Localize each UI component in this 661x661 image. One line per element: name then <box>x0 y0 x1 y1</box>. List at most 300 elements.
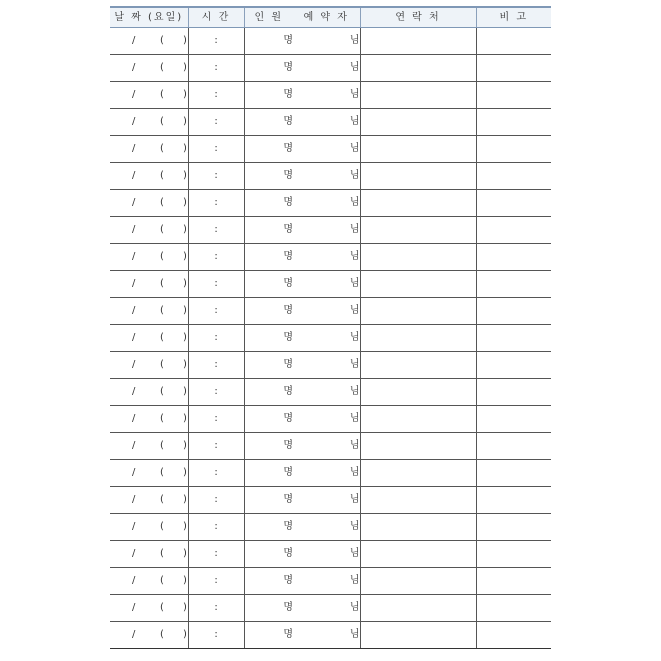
name-cell[interactable] <box>293 514 360 541</box>
contact-cell[interactable] <box>360 406 476 433</box>
table-row <box>110 55 551 82</box>
name-suffix: 님 <box>349 467 360 478</box>
name-suffix: 님 <box>349 305 360 316</box>
name-cell[interactable] <box>293 541 360 568</box>
time-separator: : <box>214 197 218 208</box>
name-suffix: 님 <box>349 548 360 559</box>
weekday-close-paren: ) <box>183 278 187 289</box>
name-cell[interactable] <box>293 298 360 325</box>
time-separator: : <box>214 575 218 586</box>
name-cell[interactable] <box>293 109 360 136</box>
people-cell[interactable] <box>244 298 293 325</box>
note-cell[interactable] <box>476 28 551 55</box>
time-cell[interactable] <box>188 595 244 622</box>
date-cell[interactable] <box>110 271 188 298</box>
name-cell[interactable] <box>293 622 360 649</box>
people-cell[interactable] <box>244 271 293 298</box>
header-people: 인 원 <box>244 7 293 28</box>
weekday-open-paren: ( <box>160 62 164 73</box>
weekday-close-paren: ) <box>183 305 187 316</box>
time-separator: : <box>214 35 218 46</box>
date-slash: / <box>132 62 136 73</box>
people-cell[interactable] <box>244 109 293 136</box>
date-cell[interactable] <box>110 136 188 163</box>
weekday-close-paren: ) <box>183 359 187 370</box>
weekday-open-paren: ( <box>160 278 164 289</box>
weekday-close-paren: ) <box>183 413 187 424</box>
contact-cell[interactable] <box>360 163 476 190</box>
weekday-open-paren: ( <box>160 440 164 451</box>
reservation-sheet <box>110 6 551 649</box>
time-cell[interactable] <box>188 136 244 163</box>
contact-cell[interactable] <box>360 298 476 325</box>
people-cell[interactable] <box>244 217 293 244</box>
weekday-open-paren: ( <box>160 170 164 181</box>
table-row <box>110 244 551 271</box>
time-separator: : <box>214 116 218 127</box>
table-row <box>110 379 551 406</box>
name-suffix: 님 <box>349 116 360 127</box>
name-cell[interactable] <box>293 55 360 82</box>
date-cell[interactable] <box>110 217 188 244</box>
time-separator: : <box>214 359 218 370</box>
table-row <box>110 109 551 136</box>
weekday-close-paren: ) <box>183 440 187 451</box>
date-cell[interactable] <box>110 28 188 55</box>
date-slash: / <box>132 494 136 505</box>
people-unit: 명 <box>283 386 293 397</box>
weekday-close-paren: ) <box>183 575 187 586</box>
name-suffix: 님 <box>349 413 360 424</box>
weekday-close-paren: ) <box>183 494 187 505</box>
note-cell[interactable] <box>476 406 551 433</box>
date-cell[interactable] <box>110 406 188 433</box>
table-row <box>110 433 551 460</box>
name-suffix: 님 <box>349 62 360 73</box>
date-slash: / <box>132 359 136 370</box>
contact-cell[interactable] <box>360 82 476 109</box>
note-cell[interactable] <box>476 379 551 406</box>
header-date: 날 짜 (요일) <box>110 7 188 28</box>
reservation-table <box>110 6 551 649</box>
time-separator: : <box>214 278 218 289</box>
date-cell[interactable] <box>110 244 188 271</box>
date-slash: / <box>132 629 136 640</box>
contact-cell[interactable] <box>360 514 476 541</box>
weekday-open-paren: ( <box>160 197 164 208</box>
name-cell[interactable] <box>293 406 360 433</box>
name-cell[interactable] <box>293 28 360 55</box>
people-unit: 명 <box>283 548 293 559</box>
time-separator: : <box>214 305 218 316</box>
note-cell[interactable] <box>476 244 551 271</box>
weekday-open-paren: ( <box>160 629 164 640</box>
time-cell[interactable] <box>188 433 244 460</box>
time-cell[interactable] <box>188 82 244 109</box>
people-cell[interactable] <box>244 595 293 622</box>
people-unit: 명 <box>283 89 293 100</box>
people-cell[interactable] <box>244 28 293 55</box>
name-suffix: 님 <box>349 629 360 640</box>
time-cell[interactable] <box>188 217 244 244</box>
weekday-close-paren: ) <box>183 62 187 73</box>
name-suffix: 님 <box>349 359 360 370</box>
name-cell[interactable] <box>293 163 360 190</box>
date-cell[interactable] <box>110 541 188 568</box>
people-unit: 명 <box>283 224 293 235</box>
note-cell[interactable] <box>476 568 551 595</box>
people-cell[interactable] <box>244 379 293 406</box>
contact-cell[interactable] <box>360 460 476 487</box>
time-separator: : <box>214 251 218 262</box>
weekday-open-paren: ( <box>160 332 164 343</box>
name-cell[interactable] <box>293 271 360 298</box>
time-separator: : <box>214 629 218 640</box>
date-cell[interactable] <box>110 82 188 109</box>
weekday-open-paren: ( <box>160 359 164 370</box>
contact-cell[interactable] <box>360 325 476 352</box>
table-row <box>110 217 551 244</box>
contact-cell[interactable] <box>360 487 476 514</box>
weekday-close-paren: ) <box>183 116 187 127</box>
time-cell[interactable] <box>188 55 244 82</box>
note-cell[interactable] <box>476 136 551 163</box>
weekday-close-paren: ) <box>183 197 187 208</box>
people-unit: 명 <box>283 602 293 613</box>
time-separator: : <box>214 170 218 181</box>
note-cell[interactable] <box>476 595 551 622</box>
name-suffix: 님 <box>349 143 360 154</box>
contact-cell[interactable] <box>360 352 476 379</box>
people-cell[interactable] <box>244 622 293 649</box>
date-cell[interactable] <box>110 298 188 325</box>
date-cell[interactable] <box>110 352 188 379</box>
contact-cell[interactable] <box>360 55 476 82</box>
contact-cell[interactable] <box>360 136 476 163</box>
people-cell[interactable] <box>244 460 293 487</box>
table-row <box>110 352 551 379</box>
date-slash: / <box>132 575 136 586</box>
people-cell[interactable] <box>244 163 293 190</box>
date-cell[interactable] <box>110 163 188 190</box>
name-suffix: 님 <box>349 35 360 46</box>
weekday-close-paren: ) <box>183 602 187 613</box>
date-slash: / <box>132 413 136 424</box>
time-cell[interactable] <box>188 460 244 487</box>
contact-cell[interactable] <box>360 541 476 568</box>
name-cell[interactable] <box>293 460 360 487</box>
people-unit: 명 <box>283 521 293 532</box>
time-cell[interactable] <box>188 271 244 298</box>
weekday-open-paren: ( <box>160 602 164 613</box>
weekday-open-paren: ( <box>160 89 164 100</box>
people-unit: 명 <box>283 494 293 505</box>
contact-cell[interactable] <box>360 190 476 217</box>
name-suffix: 님 <box>349 251 360 262</box>
people-cell[interactable] <box>244 190 293 217</box>
name-suffix: 님 <box>349 521 360 532</box>
people-unit: 명 <box>283 467 293 478</box>
name-suffix: 님 <box>349 197 360 208</box>
weekday-close-paren: ) <box>183 89 187 100</box>
date-slash: / <box>132 35 136 46</box>
table-row <box>110 406 551 433</box>
people-unit: 명 <box>283 62 293 73</box>
date-cell[interactable] <box>110 487 188 514</box>
contact-cell[interactable] <box>360 622 476 649</box>
time-separator: : <box>214 440 218 451</box>
date-cell[interactable] <box>110 109 188 136</box>
contact-cell[interactable] <box>360 271 476 298</box>
people-unit: 명 <box>283 359 293 370</box>
people-unit: 명 <box>283 440 293 451</box>
name-cell[interactable] <box>293 595 360 622</box>
weekday-close-paren: ) <box>183 629 187 640</box>
time-separator: : <box>214 602 218 613</box>
people-cell[interactable] <box>244 325 293 352</box>
date-slash: / <box>132 440 136 451</box>
weekday-open-paren: ( <box>160 521 164 532</box>
name-suffix: 님 <box>349 332 360 343</box>
date-slash: / <box>132 602 136 613</box>
time-separator: : <box>214 143 218 154</box>
name-cell[interactable] <box>293 244 360 271</box>
table-row <box>110 622 551 649</box>
date-cell[interactable] <box>110 460 188 487</box>
name-cell[interactable] <box>293 325 360 352</box>
weekday-close-paren: ) <box>183 170 187 181</box>
header-contact: 연 락 처 <box>360 7 476 28</box>
table-row <box>110 82 551 109</box>
weekday-open-paren: ( <box>160 467 164 478</box>
time-cell[interactable] <box>188 163 244 190</box>
date-slash: / <box>132 89 136 100</box>
name-suffix: 님 <box>349 278 360 289</box>
name-suffix: 님 <box>349 494 360 505</box>
people-cell[interactable] <box>244 541 293 568</box>
date-slash: / <box>132 332 136 343</box>
weekday-open-paren: ( <box>160 494 164 505</box>
people-cell[interactable] <box>244 136 293 163</box>
time-separator: : <box>214 548 218 559</box>
table-row <box>110 487 551 514</box>
contact-cell[interactable] <box>360 217 476 244</box>
table-row <box>110 298 551 325</box>
weekday-close-paren: ) <box>183 386 187 397</box>
weekday-open-paren: ( <box>160 548 164 559</box>
note-cell[interactable] <box>476 190 551 217</box>
table-row <box>110 541 551 568</box>
date-cell[interactable] <box>110 379 188 406</box>
weekday-open-paren: ( <box>160 386 164 397</box>
people-cell[interactable] <box>244 514 293 541</box>
date-cell[interactable] <box>110 595 188 622</box>
name-suffix: 님 <box>349 440 360 451</box>
weekday-open-paren: ( <box>160 224 164 235</box>
table-row <box>110 514 551 541</box>
note-cell[interactable] <box>476 298 551 325</box>
reservation-rows <box>110 28 551 649</box>
time-separator: : <box>214 413 218 424</box>
date-slash: / <box>132 521 136 532</box>
time-cell[interactable] <box>188 568 244 595</box>
name-cell[interactable] <box>293 379 360 406</box>
header-name: 예 약 자 <box>293 7 360 28</box>
date-slash: / <box>132 143 136 154</box>
weekday-open-paren: ( <box>160 575 164 586</box>
date-cell[interactable] <box>110 433 188 460</box>
time-cell[interactable] <box>188 514 244 541</box>
name-cell[interactable] <box>293 568 360 595</box>
time-separator: : <box>214 224 218 235</box>
people-cell[interactable] <box>244 433 293 460</box>
date-slash: / <box>132 116 136 127</box>
time-cell[interactable] <box>188 109 244 136</box>
header-note: 비 고 <box>476 7 551 28</box>
contact-cell[interactable] <box>360 109 476 136</box>
time-cell[interactable] <box>188 379 244 406</box>
people-cell[interactable] <box>244 568 293 595</box>
contact-cell[interactable] <box>360 568 476 595</box>
date-slash: / <box>132 278 136 289</box>
date-slash: / <box>132 224 136 235</box>
time-cell[interactable] <box>188 487 244 514</box>
note-cell[interactable] <box>476 352 551 379</box>
note-cell[interactable] <box>476 514 551 541</box>
note-cell[interactable] <box>476 109 551 136</box>
time-cell[interactable] <box>188 352 244 379</box>
weekday-close-paren: ) <box>183 332 187 343</box>
people-unit: 명 <box>283 332 293 343</box>
time-cell[interactable] <box>188 28 244 55</box>
people-unit: 명 <box>283 278 293 289</box>
header-time: 시 간 <box>188 7 244 28</box>
date-slash: / <box>132 386 136 397</box>
weekday-open-paren: ( <box>160 143 164 154</box>
people-cell[interactable] <box>244 352 293 379</box>
time-cell[interactable] <box>188 541 244 568</box>
note-cell[interactable] <box>476 622 551 649</box>
contact-cell[interactable] <box>360 595 476 622</box>
date-slash: / <box>132 197 136 208</box>
time-cell[interactable] <box>188 325 244 352</box>
contact-cell[interactable] <box>360 379 476 406</box>
note-cell[interactable] <box>476 217 551 244</box>
weekday-open-paren: ( <box>160 305 164 316</box>
date-cell[interactable] <box>110 568 188 595</box>
table-row <box>110 595 551 622</box>
weekday-close-paren: ) <box>183 224 187 235</box>
people-unit: 명 <box>283 143 293 154</box>
date-cell[interactable] <box>110 325 188 352</box>
weekday-close-paren: ) <box>183 467 187 478</box>
note-cell[interactable] <box>476 541 551 568</box>
people-cell[interactable] <box>244 55 293 82</box>
note-cell[interactable] <box>476 433 551 460</box>
name-suffix: 님 <box>349 170 360 181</box>
name-cell[interactable] <box>293 82 360 109</box>
name-suffix: 님 <box>349 575 360 586</box>
time-cell[interactable] <box>188 244 244 271</box>
contact-cell[interactable] <box>360 244 476 271</box>
people-cell[interactable] <box>244 487 293 514</box>
note-cell[interactable] <box>476 460 551 487</box>
note-cell[interactable] <box>476 271 551 298</box>
people-unit: 명 <box>283 35 293 46</box>
weekday-open-paren: ( <box>160 35 164 46</box>
date-slash: / <box>132 548 136 559</box>
date-slash: / <box>132 251 136 262</box>
people-unit: 명 <box>283 197 293 208</box>
time-cell[interactable] <box>188 406 244 433</box>
name-suffix: 님 <box>349 602 360 613</box>
note-cell[interactable] <box>476 163 551 190</box>
date-cell[interactable] <box>110 622 188 649</box>
weekday-open-paren: ( <box>160 251 164 262</box>
people-unit: 명 <box>283 170 293 181</box>
people-unit: 명 <box>283 575 293 586</box>
time-cell[interactable] <box>188 190 244 217</box>
time-cell[interactable] <box>188 298 244 325</box>
weekday-close-paren: ) <box>183 251 187 262</box>
table-row <box>110 568 551 595</box>
table-row <box>110 325 551 352</box>
name-cell[interactable] <box>293 190 360 217</box>
time-separator: : <box>214 332 218 343</box>
note-cell[interactable] <box>476 487 551 514</box>
time-cell[interactable] <box>188 622 244 649</box>
date-slash: / <box>132 305 136 316</box>
name-suffix: 님 <box>349 386 360 397</box>
date-cell[interactable] <box>110 514 188 541</box>
table-row <box>110 460 551 487</box>
header-row <box>110 7 551 28</box>
people-cell[interactable] <box>244 406 293 433</box>
name-cell[interactable] <box>293 352 360 379</box>
name-cell[interactable] <box>293 136 360 163</box>
date-cell[interactable] <box>110 190 188 217</box>
time-separator: : <box>214 494 218 505</box>
name-cell[interactable] <box>293 487 360 514</box>
people-cell[interactable] <box>244 244 293 271</box>
note-cell[interactable] <box>476 325 551 352</box>
date-slash: / <box>132 170 136 181</box>
people-unit: 명 <box>283 413 293 424</box>
table-row <box>110 136 551 163</box>
contact-cell[interactable] <box>360 28 476 55</box>
weekday-close-paren: ) <box>183 143 187 154</box>
time-separator: : <box>214 386 218 397</box>
time-separator: : <box>214 62 218 73</box>
table-row <box>110 28 551 55</box>
contact-cell[interactable] <box>360 433 476 460</box>
weekday-close-paren: ) <box>183 548 187 559</box>
table-row <box>110 163 551 190</box>
people-unit: 명 <box>283 116 293 127</box>
name-cell[interactable] <box>293 433 360 460</box>
name-cell[interactable] <box>293 217 360 244</box>
note-cell[interactable] <box>476 82 551 109</box>
people-cell[interactable] <box>244 82 293 109</box>
weekday-open-paren: ( <box>160 413 164 424</box>
weekday-open-paren: ( <box>160 116 164 127</box>
time-separator: : <box>214 467 218 478</box>
note-cell[interactable] <box>476 55 551 82</box>
weekday-close-paren: ) <box>183 521 187 532</box>
date-cell[interactable] <box>110 55 188 82</box>
people-unit: 명 <box>283 305 293 316</box>
time-separator: : <box>214 89 218 100</box>
